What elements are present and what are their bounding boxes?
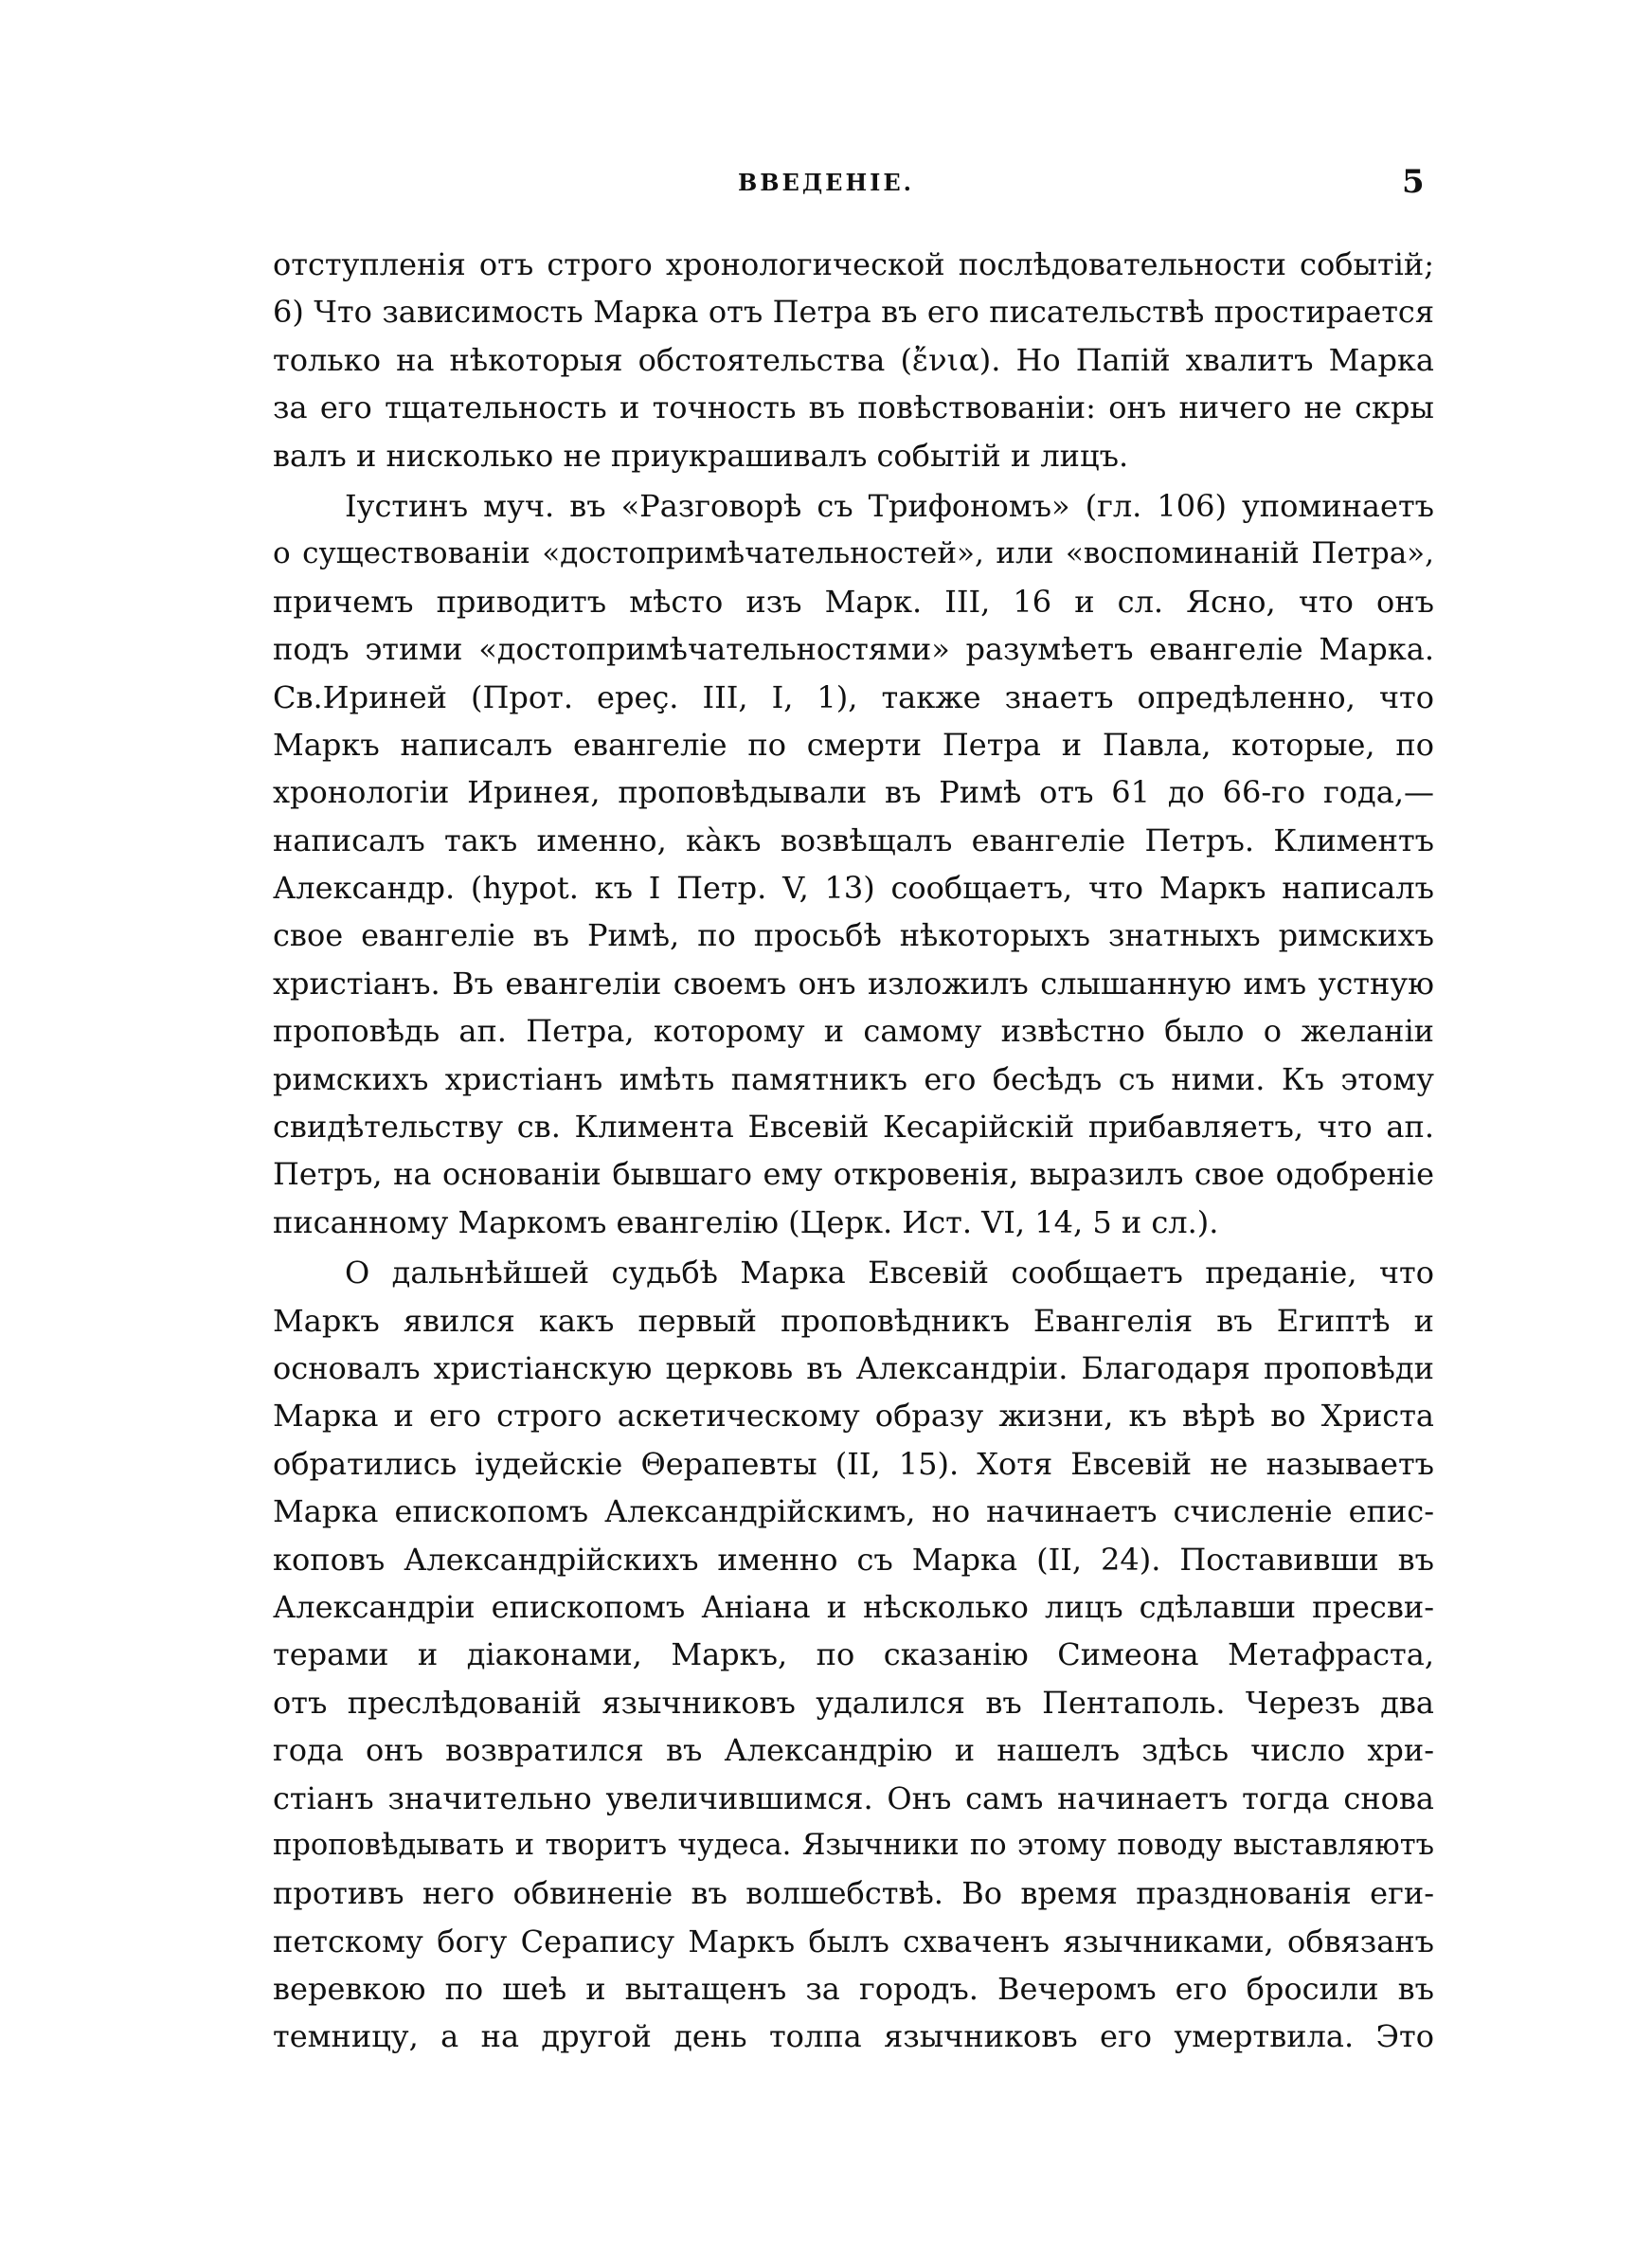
- text-line: о существованіи «достопримѣчательностей», или «воспоминаній Петра»,: [273, 536, 1434, 571]
- text-line: римскихъ христіанъ имѣть памятникъ его бесѣдъ съ ними. Къ этому: [273, 1060, 1434, 1097]
- text-line: валъ и нисколько не приукрашивалъ событій и лицъ.: [273, 437, 1129, 474]
- text-line: только на нѣкоторыя обстоятельства (ἔνια). Но Папій хвалитъ Марка: [273, 341, 1434, 378]
- text-line: основалъ христіанскую церковь въ Александріи. Благодаря проповѣди: [273, 1349, 1434, 1386]
- text-line: Петръ, на основаніи бывшаго ему откровенія, выразилъ свое одобреніе: [273, 1156, 1434, 1193]
- paragraph-1: [273, 241, 1434, 479]
- paragraph-3: [273, 1249, 1434, 2061]
- text-line: подъ этими «достопримѣчательностями» разумѣетъ евангеліе Марка.: [273, 631, 1434, 668]
- text-line: 6) Что зависимость Марка отъ Петра въ его писательствѣ простирается: [273, 294, 1434, 331]
- text-line: петскому богу Серапису Маркъ былъ схваченъ язычниками, обвязанъ: [273, 1923, 1434, 1959]
- text-line: хронологіи Иринея, проповѣдывали въ Римѣ отъ 61 до 66-го года,—: [273, 774, 1434, 811]
- paragraph-2: [273, 482, 1434, 1246]
- text-line: проповѣдь ап. Петра, которому и самому извѣстно было о желаніи: [273, 1013, 1434, 1050]
- text-line: веревкою по шеѣ и вытащенъ за городъ. Вечеромъ его бросили въ: [273, 1971, 1434, 2008]
- text-line: свое евангеліе въ Римѣ, по просьбѣ нѣкоторыхъ знатныхъ римскихъ: [273, 917, 1434, 954]
- text-line: темницу, а на другой день толпа язычниковъ его умертвила. Это: [273, 2018, 1434, 2055]
- text-line: свидѣтельству св. Климента Евсевій Кесарійскій прибавляетъ, что ап.: [273, 1109, 1434, 1146]
- text-line: отступленія отъ строго хронологической послѣдовательности событій;: [273, 246, 1434, 282]
- text-line: Александр. (hypot. къ I Петр. V, 13) сообщаетъ, что Маркъ написалъ: [273, 870, 1434, 907]
- text-line: причемъ приводитъ мѣсто изъ Марк. III, 16 и сл. Ясно, что онъ: [273, 583, 1434, 620]
- text-line: коповъ Александрійскихъ именно съ Марка (II, 24). Поставивши въ: [273, 1541, 1434, 1578]
- page-number: 5: [1402, 163, 1425, 201]
- text-line: Маркъ написалъ евангеліе по смерти Петра и Павла, которые, по: [273, 726, 1434, 763]
- text-line: терами и діаконами, Маркъ, по сказанію Симеона Метафраста,: [273, 1636, 1434, 1673]
- running-title: ВВЕДЕНІЕ.: [737, 169, 915, 196]
- running-head: [0, 163, 1652, 205]
- text-line: стіанъ значительно увеличившимся. Онъ самъ начинаетъ тогда снова: [273, 1779, 1434, 1816]
- text-line: Маркъ явился какъ первый проповѣдникъ Евангелія въ Египтѣ и: [273, 1302, 1434, 1339]
- text-line: за его тщательность и точность въ повѣствованіи: онъ ничего не скры: [273, 389, 1434, 426]
- text-line: писанному Маркомъ евангелію (Церк. Ист. VI, 14, 5 и сл.).: [273, 1203, 1219, 1240]
- text-line: отъ преслѣдованій язычниковъ удалился въ Пентаполь. Черезъ два: [273, 1684, 1434, 1721]
- text-line: противъ него обвиненіе въ волшебствѣ. Во время празднованія еги-: [273, 1875, 1434, 1912]
- text-line: О дальнѣйшей судьбѣ Марка Евсевій сообщаетъ преданіе, что: [345, 1255, 1434, 1291]
- text-line: Александріи епископомъ Аніана и нѣсколько лицъ сдѣлавши пресви-: [273, 1588, 1434, 1625]
- text-line: христіанъ. Въ евангеліи своемъ онъ изложилъ слышанную имъ устную: [273, 965, 1434, 1002]
- text-line: Іустинъ муч. въ «Разговорѣ съ Трифономъ» (гл. 106) упоминаетъ: [345, 487, 1434, 524]
- text-line: года онъ возвратился въ Александрію и нашелъ здѣсь число хри-: [273, 1732, 1434, 1769]
- text-line: Св.Ириней (Прот. ереç. III, I, 1), также знаетъ опредѣленно, что: [273, 678, 1434, 715]
- text-line: обратились іудейскіе Θерапевты (II, 15). Хотя Евсевій не называетъ: [273, 1445, 1434, 1482]
- text-line: Марка епископомъ Александрійскимъ, но начинаетъ счисленіе епис-: [273, 1493, 1434, 1530]
- body-text: [273, 241, 1434, 2064]
- text-line: написалъ такъ именно, кàкъ возвѣщалъ евангеліе Петръ. Климентъ: [273, 822, 1434, 858]
- text-line: проповѣдывать и творитъ чудеса. Язычники по этому поводу выставляютъ: [273, 1828, 1434, 1862]
- text-line: Марка и его строго аскетическому образу жизни, къ вѣрѣ во Христа: [273, 1398, 1434, 1435]
